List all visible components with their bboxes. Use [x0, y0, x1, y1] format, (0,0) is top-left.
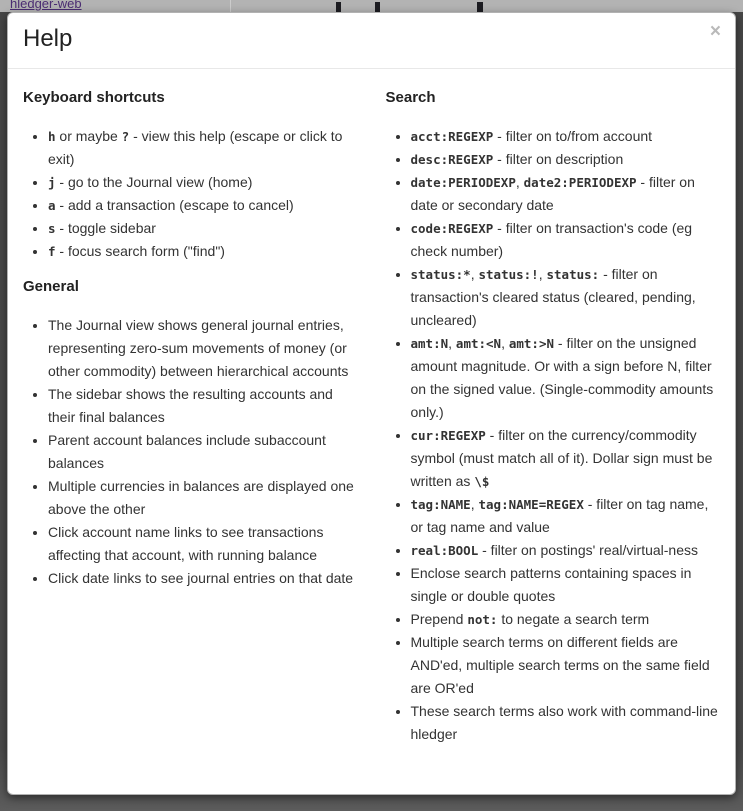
code-term: real:BOOL — [410, 543, 479, 558]
background-heading-fragment — [477, 2, 483, 12]
section-heading: Search — [385, 89, 436, 106]
code-term: not: — [467, 612, 498, 627]
code-term: status:! — [478, 267, 539, 282]
list-item: • code:REGEXP - filter on transaction's code (eg check number) — [411, 217, 721, 263]
code-term: ? — [121, 129, 130, 144]
list-item: • f - focus search form ("find") — [48, 240, 360, 263]
code-term: status: — [546, 267, 600, 282]
search-list — [386, 125, 721, 746]
modal-body — [8, 69, 735, 795]
code-term: amt:>N — [508, 336, 555, 351]
code-term: acct:REGEXP — [410, 129, 494, 144]
section-heading: General — [23, 278, 79, 295]
code-term: date2:PERIODEXP — [523, 175, 637, 190]
code-term: desc:REGEXP — [410, 152, 494, 167]
code-term: tag:NAME=REGEX — [478, 497, 584, 512]
modal-title: Help — [23, 25, 73, 52]
list-item: • real:BOOL - filter on postings' real/virtual-ness — [411, 539, 721, 562]
list-item: • j - go to the Journal view (home) — [48, 171, 360, 194]
code-term: \$ — [474, 474, 490, 489]
brand-link[interactable]: hledger-web — [10, 0, 82, 11]
list-item: • a - add a transaction (escape to cancel) — [48, 194, 360, 217]
list-item: • Enclose search patterns containing spaces in single or double quotes — [411, 562, 721, 608]
list-item: • Parent account balances include subaccount balances — [48, 429, 360, 475]
background-heading-fragment — [336, 2, 341, 12]
modal-header — [8, 13, 735, 69]
code-term: date:PERIODEXP — [410, 175, 516, 190]
close-icon[interactable]: × — [709, 21, 721, 42]
code-term: cur:REGEXP — [410, 428, 486, 443]
list-item: • h or maybe ? - view this help (escape or click to exit) — [48, 125, 360, 171]
list-item: • tag:NAME, tag:NAME=REGEX - filter on tag name, or tag name and value — [411, 493, 721, 539]
help-modal — [7, 12, 736, 795]
list-item: • These search terms also work with command-line hledger — [411, 700, 721, 746]
section-keyboard-shortcuts — [23, 89, 360, 263]
list-item: • Click date links to see journal entries on that date — [48, 567, 360, 590]
list-item: • Click account name links to see transactions affecting that account, with running balance — [48, 521, 360, 567]
section-heading: Keyboard shortcuts — [23, 89, 165, 106]
list-item: • date:PERIODEXP, date2:PERIODEXP - filter on date or secondary date — [411, 171, 721, 217]
list-item: • Multiple currencies in balances are displayed one above the other — [48, 475, 360, 521]
general-list — [23, 314, 360, 590]
list-item: • Prepend not: to negate a search term — [411, 608, 721, 631]
code-term: a — [48, 198, 56, 213]
section-search — [386, 89, 721, 746]
code-term: h — [48, 129, 56, 144]
list-item: • The sidebar shows the resulting accounts and their final balances — [48, 383, 360, 429]
list-item: • cur:REGEXP - filter on the currency/commodity symbol (must match all of it). Dollar sign must be written as \$ — [411, 424, 721, 493]
left-column — [23, 89, 372, 795]
code-term: f — [48, 244, 56, 259]
code-term: code:REGEXP — [410, 221, 494, 236]
code-term: status:* — [410, 267, 471, 282]
code-term: amt:N — [410, 336, 449, 351]
list-item: • acct:REGEXP - filter on to/from account — [411, 125, 721, 148]
code-term: s — [48, 221, 56, 236]
list-item: • The Journal view shows general journal entries, representing zero-sum movements of money (or other commodity) between hierarchical accounts — [48, 314, 360, 383]
list-item: • desc:REGEXP - filter on description — [411, 148, 721, 171]
list-item: • status:*, status:!, status: - filter on transaction's cleared status (cleared, pending, uncleared) — [411, 263, 721, 332]
list-item: • amt:N, amt:<N, amt:>N - filter on the unsigned amount magnitude. Or with a sign before N, filter on the signed value. (Single-commodity amounts only.) — [411, 332, 721, 424]
list-item: • Multiple search terms on different fields are AND'ed, multiple search terms on the same field are OR'ed — [411, 631, 721, 700]
code-term: amt:<N — [455, 336, 502, 351]
background-page — [0, 0, 743, 12]
right-column — [372, 89, 721, 795]
keyboard-shortcuts-list — [23, 125, 360, 263]
list-item: • s - toggle sidebar — [48, 217, 360, 240]
code-term: j — [48, 175, 56, 190]
background-heading-fragment — [375, 2, 380, 12]
code-term: tag:NAME — [410, 497, 471, 512]
background-sidebar-divider — [230, 0, 231, 12]
section-general — [23, 278, 360, 590]
